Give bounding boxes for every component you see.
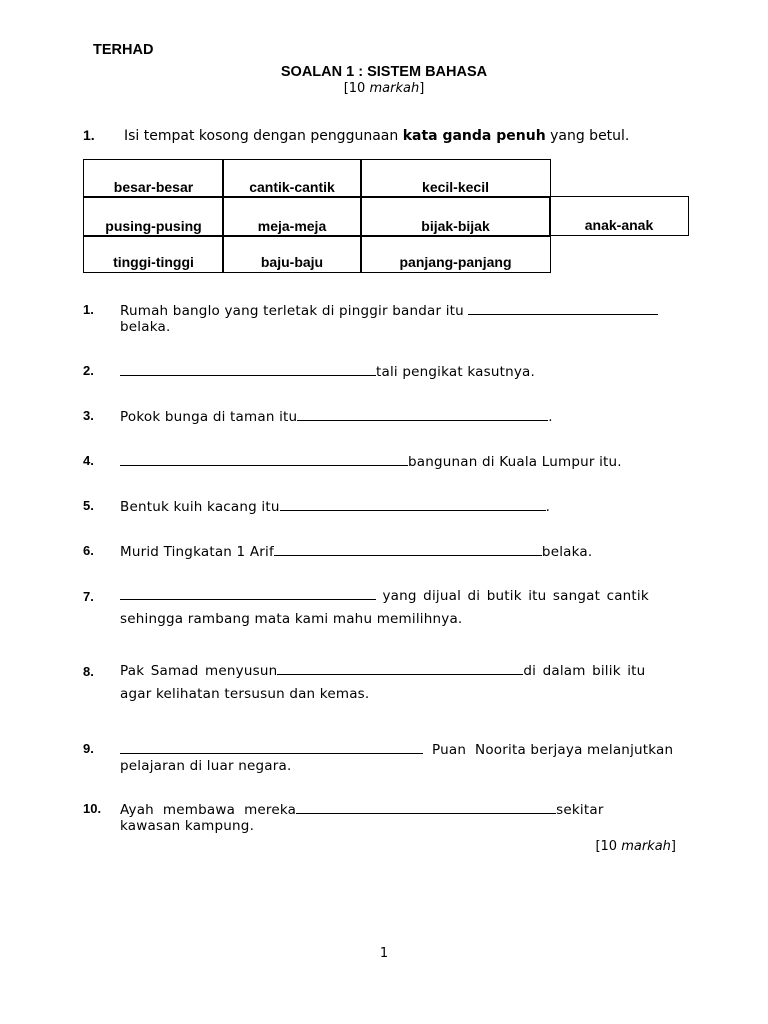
word-cell: besar-besar — [83, 159, 224, 198]
word-cell: kecil-kecil — [360, 159, 551, 198]
answer-blank[interactable] — [120, 363, 376, 376]
word-cell: panjang-panjang — [360, 235, 551, 273]
answer-blank[interactable] — [280, 498, 546, 511]
word-cell: tinggi-tinggi — [83, 235, 224, 273]
classification-label: TERHAD — [93, 42, 154, 58]
instruction-number: 1. — [83, 127, 95, 143]
word-cell: cantik-cantik — [222, 159, 362, 198]
answer-blank[interactable] — [120, 453, 408, 466]
answer-blank[interactable] — [296, 801, 556, 814]
total-marks-label: [10 markah] — [595, 839, 676, 854]
page-number: 1 — [379, 946, 389, 961]
answer-blank[interactable] — [468, 302, 658, 315]
word-cell: baju-baju — [222, 235, 362, 273]
answer-blank[interactable] — [120, 741, 423, 754]
section-title: SOALAN 1 : SISTEM BAHASA — [280, 64, 488, 80]
answer-blank[interactable] — [120, 587, 376, 600]
word-cell: meja-meja — [222, 196, 362, 237]
answer-blank[interactable] — [297, 408, 548, 421]
word-cell: anak-anak — [549, 196, 689, 236]
word-cell: bijak-bijak — [360, 196, 551, 237]
answer-blank[interactable] — [274, 543, 542, 556]
word-cell: pusing-pusing — [83, 196, 224, 237]
instruction: 1. Isi tempat kosong dengan penggunaan kata ganda penuh yang betul. — [83, 127, 630, 144]
answer-blank[interactable] — [277, 662, 523, 675]
marks-label: [10 markah] — [343, 81, 425, 96]
